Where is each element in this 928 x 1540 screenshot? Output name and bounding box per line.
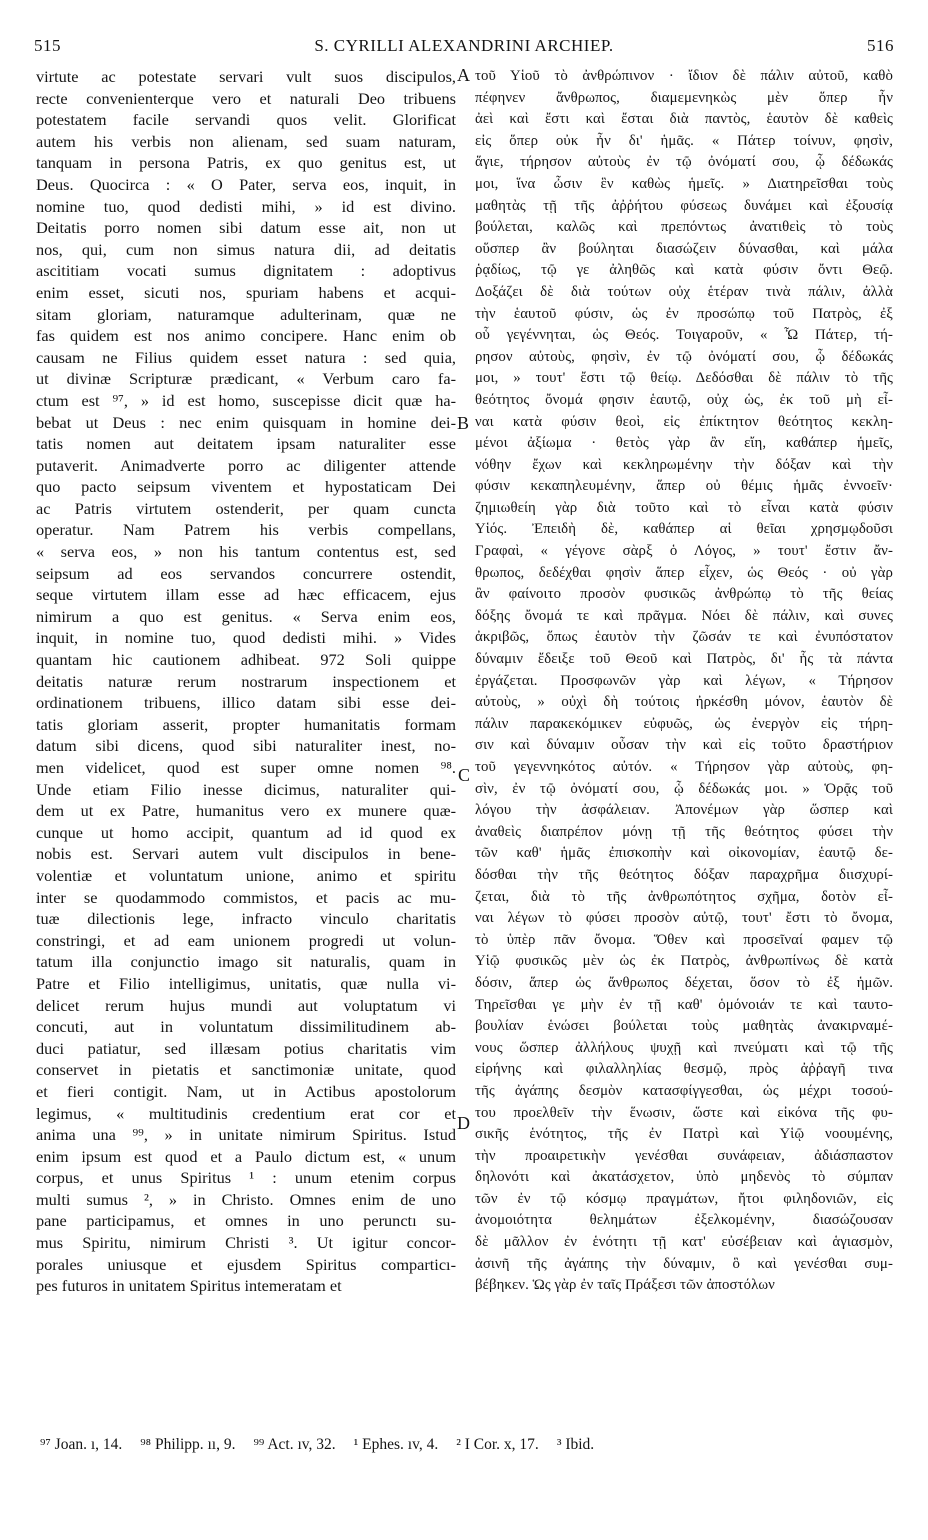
latin-text-line: anima una ⁹⁹, » in unitate nimirum Spiritus. Istud xyxy=(36,1125,456,1145)
greek-text-line: ἀναθεὶς διαπρέπον μόνῃ τῇ τῆς θεότητος φύσει τὴν xyxy=(475,823,893,840)
greek-text-line: θρωπος, δεδέχθαι φησὶν ἅπερ εἶχεν, ὡς Θεός · οὐ γὰρ xyxy=(475,564,893,581)
latin-column xyxy=(36,66,456,1426)
latin-text-line: tanquam in persona Patris, ex quo genitus est, ut xyxy=(36,153,456,173)
latin-text-line: corpus, et unus Spiritus ¹ : unum etenim corpus xyxy=(36,1168,456,1188)
latin-text-line: ordinationem tribuens, illico datam sibi esse dei- xyxy=(36,693,456,713)
greek-text-line: δὲ μᾶλλον ἐν ἑνότητι τῇ κατ' εὐσέβειαν καὶ ἁγιασμὸν, xyxy=(475,1234,893,1251)
latin-text-line: et fieri contigit. Nam, ut in Actibus apostolorum xyxy=(36,1081,456,1101)
greek-text-line: τὴν προαιρετικὴν γενέσθαι συνάφειαν, ἀδιάσπαστον xyxy=(475,1147,893,1164)
greek-text-line: τὸ ὑπὲρ πᾶν ὄνομα. Ὅθεν καὶ προσεῖναί φαμεν τῷ xyxy=(475,931,893,948)
latin-text-line: inquit, in nomine tuo, quod dedisti mihi. » Vides xyxy=(36,628,456,648)
latin-text-line: nomine tuo, quod dedisti mihi, » id est divino. xyxy=(36,196,456,216)
greek-text-line: εἰρήνης καὶ φιλαλληλίας θεσμῷ, πρὸς ἀῤῥαγῆ τινα xyxy=(475,1061,893,1078)
latin-text-line: conservet in pietatis et sanctimoniæ unitate, quod xyxy=(36,1060,456,1080)
latin-text-line: « serva eos, » non his tantum contentus est, sed xyxy=(36,542,456,562)
latin-text-line: cunque ut homo accipit, quantum ad id quod ex xyxy=(36,822,456,842)
greek-text-line: βούλεται, καλῶς καὶ πρεπόντως ἀνατιθεὶς τὸ τοὺς xyxy=(475,219,893,236)
greek-text-line: ζεται, διὰ τὸ τῆς ἀνθρωπότητος σχῆμα, δοτὸν εἶ- xyxy=(475,888,893,905)
footnote: ⁹⁸ Philipp. ıı, 9. xyxy=(140,1436,236,1453)
footnotes xyxy=(40,1436,900,1454)
greek-text-line: δόσιν, ἅπερ ὡς ἄνθρωπος δέχεται, ὅσον τὸ ἐξ ἡμῶν. xyxy=(475,974,893,991)
latin-text-line: datum sibi dicens, quod sibi naturaliter inest, no- xyxy=(36,736,456,756)
greek-text-line: νους ὥσπερ ἀλλήλους ψυχῇ καὶ πνεύματι καὶ τῷ τῆς xyxy=(475,1039,893,1056)
greek-text-line: μαθητὰς τῇ τῆς ἀῤῥήτου φύσεως δυνάμει καὶ ἐξουσίᾳ xyxy=(475,197,893,214)
latin-text-line: fas quidem est nos animo concipere. Hanc enim ob xyxy=(36,326,456,346)
greek-text-line: τῶν ἐν τῷ κόσμῳ πραγμάτων, ἤτοι φιληδονιῶν, εἰς xyxy=(475,1190,893,1207)
latin-text-line: Deus. Quocirca : « O Pater, serva eos, inquit, in xyxy=(36,174,456,194)
greek-text-line: οὗ γεγέννηται, ὡς Θεός. Τοιγαροῦν, « Ὦ Πάτερ, τή- xyxy=(475,327,893,344)
latin-text-line: ctum est ⁹⁷, » id est homo, suscepisse dicit quæ ha- xyxy=(36,390,456,410)
latin-text-line: autem his verbis non alienam, sed suam naturam, xyxy=(36,131,456,151)
latin-text-line: porales uniusque et ejusdem Spiritus comparticı- xyxy=(36,1254,456,1274)
latin-text-line: Unde etiam Filio inesse dicimus, naturaliter qui- xyxy=(36,779,456,799)
footnote: ¹ Ephes. ıv, 4. xyxy=(353,1436,439,1453)
latin-text-line: nimirum a quo est genitus. « Serva enim eos, xyxy=(36,606,456,626)
greek-text-line: πάλιν παρακεκόμικεν εὐφυῶς, ὡς ἐνεργὸν εἰς τήρη- xyxy=(475,715,893,732)
latin-text-line: inter se quodammodo commistos, et pacis ac mu- xyxy=(36,887,456,907)
latin-text-line: constringi, et ad eam unionem progredi ut volun- xyxy=(36,930,456,950)
page-number-right: 516 xyxy=(867,36,894,55)
greek-text-line: ναι λέγων τὸ φύσει προσὸν αὐτῷ, τουτ' ἔστι τὸ ὄνομα, xyxy=(475,910,893,927)
greek-text-line: βέβηκεν. Ὡς γὰρ ἐν ταῖς Πράξεσι τῶν ἀποστόλων xyxy=(475,1277,775,1294)
greek-text-line: ἐργάζεται. Προσφωνῶν γὰρ καὶ λέγων, « Τήρησον xyxy=(475,672,893,689)
greek-text-line: δόσθαι τὴν τῆς θεότητος δόξαν παραχρῆμα διισχυρί- xyxy=(475,866,893,883)
greek-text-line: του προελθεῖν τὴν ἕνωσιν, ὥστε καὶ εἰκόνα τῆς φυ- xyxy=(475,1104,893,1121)
greek-text-line: μοι, ἵνα ὦσιν ἓν καθὼς ἡμεῖς. » Διατηρεῖσθαι τοὺς xyxy=(475,175,893,192)
greek-text-line: λόγου τὴν ἀσφάλειαν. Ἀπονέμων γὰρ ὥσπερ καὶ xyxy=(475,802,893,819)
greek-column xyxy=(475,66,893,1426)
greek-text-line: φύσιν κεκαπηλευμένην, ἅπερ οὐ θέμις ἡμᾶς ἐννοεῖν· xyxy=(475,478,893,495)
greek-text-line: σικῆς ἑνότητος, τῆς ἐν Πατρὶ καὶ Υἱῷ νοουμένης, xyxy=(475,1126,893,1143)
greek-text-line: Δοξάζει δὲ διὰ τούτων οὐχ ἑτέραν τινὰ πάλιν, ἀλλὰ xyxy=(475,283,893,300)
greek-text-line: εἰς ὅπερ οὐκ ἦν δι' ἡμᾶς. « Πάτερ τοίνυν, φησὶν, xyxy=(475,132,893,149)
greek-text-line: νόθην ἔχων καὶ κεκληρωμένην τὴν δόξαν καὶ τὴν xyxy=(475,456,893,473)
greek-text-line: τὴν ἑαυτοῦ φύσιν, ὡς ἐν προσώπῳ τοῦ Πατρὸς, ἐξ xyxy=(475,305,893,322)
page-header xyxy=(34,36,894,62)
greek-text-line: μένοι ἀξίωμα · θετὸς γὰρ ἂν εἴη, καθάπερ ἡμεῖς, xyxy=(475,435,893,452)
latin-text-line: delicet rerum hujus mundi aut voluptatum vi xyxy=(36,995,456,1015)
latin-text-line: putaverit. Animadverte porro ac diligenter attende xyxy=(36,455,456,475)
latin-text-line: Deitatis porro nomen sibi datum esse ait, non ut xyxy=(36,218,456,238)
latin-text-line: recte convenienterque vero et naturali Deo tribuens xyxy=(36,88,456,108)
section-marker-c: C xyxy=(458,765,471,785)
page-number-left: 515 xyxy=(34,36,61,55)
latin-text-line: tatis nomen aut deitatem ipsam naturaliter esse xyxy=(36,434,456,454)
latin-text-line: nobis est. Servari autem vult discipulos in bene- xyxy=(36,844,456,864)
greek-text-line: ἀσινῆ τῆς ἀγάπης τὴν δύναμιν, ὃ καὶ γενέσθαι συμ- xyxy=(475,1255,893,1272)
latin-text-line: tatis gloriam asserit, propter humanitatis formam xyxy=(36,714,456,734)
greek-text-line: τοῦ Υἱοῦ τὸ ἀνθρώπινον · ἴδιον δὲ πάλιν αὐτοῦ, καθὸ xyxy=(475,68,893,84)
greek-text-line: Υἱῷ φυσικῶς μὲν ὡς ἐκ Πατρὸς, ἀνθρωπίνως δὲ κατὰ xyxy=(475,953,893,970)
section-marker-d: D xyxy=(457,1113,470,1133)
greek-text-line: ζημιωθείη γὰρ διὰ τοῦτο καὶ τὸ εἶναι κατὰ φύσιν xyxy=(475,499,893,516)
latin-text-line: pane participamus, et omnes in uno perunctı su- xyxy=(36,1211,456,1231)
greek-text-line: ναι κατὰ φύσιν θεοὶ, εἰς ἐπίκτητον θεότητος κεκλη- xyxy=(475,413,893,430)
greek-text-line: ἀνομοιότητα θελημάτων ἐξελκομένην, διασώζουσαν xyxy=(475,1212,893,1229)
greek-text-line: πέφηνεν ἄνθρωπος, διαμεμενηκὼς μὲν ὅπερ ἦν xyxy=(475,89,893,106)
latin-text-line: ac Patris virtutem ostenderit, per quam cuncta xyxy=(36,498,456,518)
section-marker-a: A xyxy=(457,65,470,85)
greek-text-line: ρησον αὐτοὺς, φησὶν, ἐν τῷ ὀνόματί σου, ᾧ δέδωκάς xyxy=(475,348,893,365)
latin-text-line: Patre et Filio intelligimus, unitatis, quæ nulla vi- xyxy=(36,973,456,993)
latin-text-line: potestatem facile servandi quos velit. Glorificat xyxy=(36,110,456,130)
greek-text-line: τῆς ἀγάπης δεσμὸν κατασφίγγεσθαι, ὡς μέχρι τοσού- xyxy=(475,1082,893,1099)
greek-text-line: τοῦ γεγεννηκότος αὐτόν. « Τήρησον γὰρ αὐτοὺς, φη- xyxy=(475,759,893,775)
latin-text-line: concuti, aut in voluntatum dissimilitudinem ab- xyxy=(36,1017,456,1037)
greek-text-line: ἂν φαίνοιτο προσὸν φυσικῶς ἀνθρώπῳ τὸ τῆς θείας xyxy=(475,586,893,603)
greek-text-line: οὕσπερ ἂν βούληται διασώζειν δύνασθαι, καὶ μάλα xyxy=(475,240,893,257)
latin-text-line: duci patiatur, sed illæsam potius charitatis vim xyxy=(36,1038,456,1058)
greek-text-line: Γραφαὶ, « γέγονε σὰρξ ὁ Λόγος, » τουτ' ἔστιν ἄν- xyxy=(475,543,893,560)
latin-text-line: men videlicet, quod est super omne nomen ⁹⁸. xyxy=(36,758,456,777)
section-marker-b: B xyxy=(457,413,470,433)
greek-text-line: ῥᾳδίως, τῷ γε ἀληθῶς καὶ κατὰ φύσιν ὄντι Θεῷ. xyxy=(475,262,893,279)
latin-text-line: pes futuros in unitatem Spiritus intemeratam et xyxy=(36,1276,342,1296)
latin-text-line: volentiæ et voluntatum unione, animo et spiritu xyxy=(36,865,456,885)
greek-text-line: σιν καὶ δύναμιν οὖσαν τὴν καὶ εἰς τοῦτο δραστήριον xyxy=(475,737,893,754)
latin-text-line: tuæ dilectionis lege, infracto vinculo charitatis xyxy=(36,909,456,929)
footnote: ⁹⁹ Act. ıv, 32. xyxy=(253,1436,336,1453)
greek-text-line: αὐτοὺς, » οὐχὶ δὴ τούτοις ἠρκέσθη μόνον, ἑαυτὸν δὲ xyxy=(475,694,893,711)
latin-text-line: operatur. Nam Patrem his verbis compellans, xyxy=(36,520,456,540)
latin-text-line: dem ut ex Patre, humanitus vero ex munere quæ- xyxy=(36,801,456,821)
greek-text-line: τῶν καθ' ἡμᾶς ἐπισκοπὴν καὶ οἰκονομίαν, ἑαυτῷ δε- xyxy=(475,845,893,862)
greek-text-line: βουλίαν ἑνώσει βούλεται τοὺς μαθητὰς ἀνακιρναμέ- xyxy=(475,1018,893,1035)
latin-text-line: tatum illa conjunctio imago sit naturalis, quam in xyxy=(36,952,456,972)
latin-text-line: enim ipsum est quod et a Paulo dictum est, « unum xyxy=(36,1146,456,1166)
latin-text-line: quantam hic cautionem adhibeat. 972 Soli quippe xyxy=(36,650,456,670)
latin-text-line: quo pacto seipsum viventem et hypostaticam Dei xyxy=(36,477,456,497)
greek-text-line: ἅγιε, τήρησον αὐτοὺς ἐν τῷ ὀνόματί σου, ᾧ δέδωκάς xyxy=(475,154,893,171)
greek-text-line: δηλονότι καὶ ἀκατάσχετον, ὑπὸ μηδενὸς τὸ σύμπαν xyxy=(475,1169,893,1186)
latin-text-line: seipsum ad eos servandos concurrere ostendit, xyxy=(36,563,456,583)
latin-text-line: multi sumus ², » in Christo. Omnes enim de uno xyxy=(36,1189,456,1209)
latin-text-line: enim esset, sicuti nos, spuriam habens et acqui- xyxy=(36,282,456,302)
latin-text-line: legimus, « multitudinis credentium erat cor et xyxy=(36,1103,456,1123)
latin-text-line: seque virtutem illam esse ad hæc efficacem, ejus xyxy=(36,585,456,605)
footnote: ³ Ibid. xyxy=(556,1436,595,1453)
greek-text-line: Τηρεῖσθαι γε μὴν ἐν τῇ καθ' ὁμόνοιάν τε καὶ ταυτο- xyxy=(475,996,893,1013)
latin-text-line: bebat ut Deus : nec enim quisquam in homine dei- xyxy=(36,412,456,432)
footnote: ² I Cor. x, 17. xyxy=(456,1436,539,1453)
footnote: ⁹⁷ Joan. ı, 14. xyxy=(40,1436,123,1453)
latin-text-line: mus Spiritu, nimirum Christi ³. Ut igitur concor- xyxy=(36,1233,456,1253)
latin-text-line: virtute ac potestate servari vult suos discipulos, xyxy=(36,67,456,86)
latin-text-line: nos, qui, cum non simus natura dii, ad deitatis xyxy=(36,239,456,259)
greek-text-line: σὶν, ἐν τῷ ὀνόματί σου, ᾧ δέδωκάς μοι. » Ὁρᾷς τοῦ xyxy=(475,780,893,797)
latin-text-line: deitatis naturæ rerum nostrarum inspectionem et xyxy=(36,671,456,691)
greek-text-line: Υἱός. Ἐπειδὴ δὲ, καθάπερ αἱ θεῖαι χρησμῳδοῦσι xyxy=(475,521,893,538)
greek-text-line: δύναμιν ἔδειξε τοῦ Θεοῦ καὶ Πατρὸς, δι' ἧς τὰ πάντα xyxy=(475,651,893,668)
greek-text-line: δόξης ὄνομά τε καὶ πρᾶγμα. Νόει δὲ πάλιν, καὶ συνες xyxy=(475,607,893,624)
latin-text-line: ut divinæ Scripturæ prædicant, « Verbum caro fa- xyxy=(36,369,456,389)
latin-text-line: sitam gloriam, naturamque adulterinam, quæ ne xyxy=(36,304,456,324)
greek-text-line: ἀκριβῶς, ὅπως ἑαυτὸν τὴν ζῶσάν τε καὶ ἐνυπόστατον xyxy=(475,629,893,646)
latin-text-line: ascititiam vocati sumus dignitatem : adoptivus xyxy=(36,261,456,281)
running-title: S. CYRILLI ALEXANDRINI ARCHIEP. xyxy=(314,36,614,55)
greek-text-line: ἀεὶ καὶ ἔστι καὶ ἔσται διὰ παντὸς, ἑαυτὸν δὲ καθεὶς xyxy=(475,111,893,128)
latin-text-line: causam ne Filius quidem esset natura : sed quia, xyxy=(36,347,456,367)
greek-text-line: μοι, » τουτ' ἔστι τῷ θείῳ. Δεδόσθαι δὲ πάλιν τὸ τῆς xyxy=(475,370,893,387)
greek-text-line: θεότητος ὄνομά φησιν ἑαυτῷ, οὐχ ὡς, ἐκ τοῦ μὴ εἶ- xyxy=(475,391,893,408)
